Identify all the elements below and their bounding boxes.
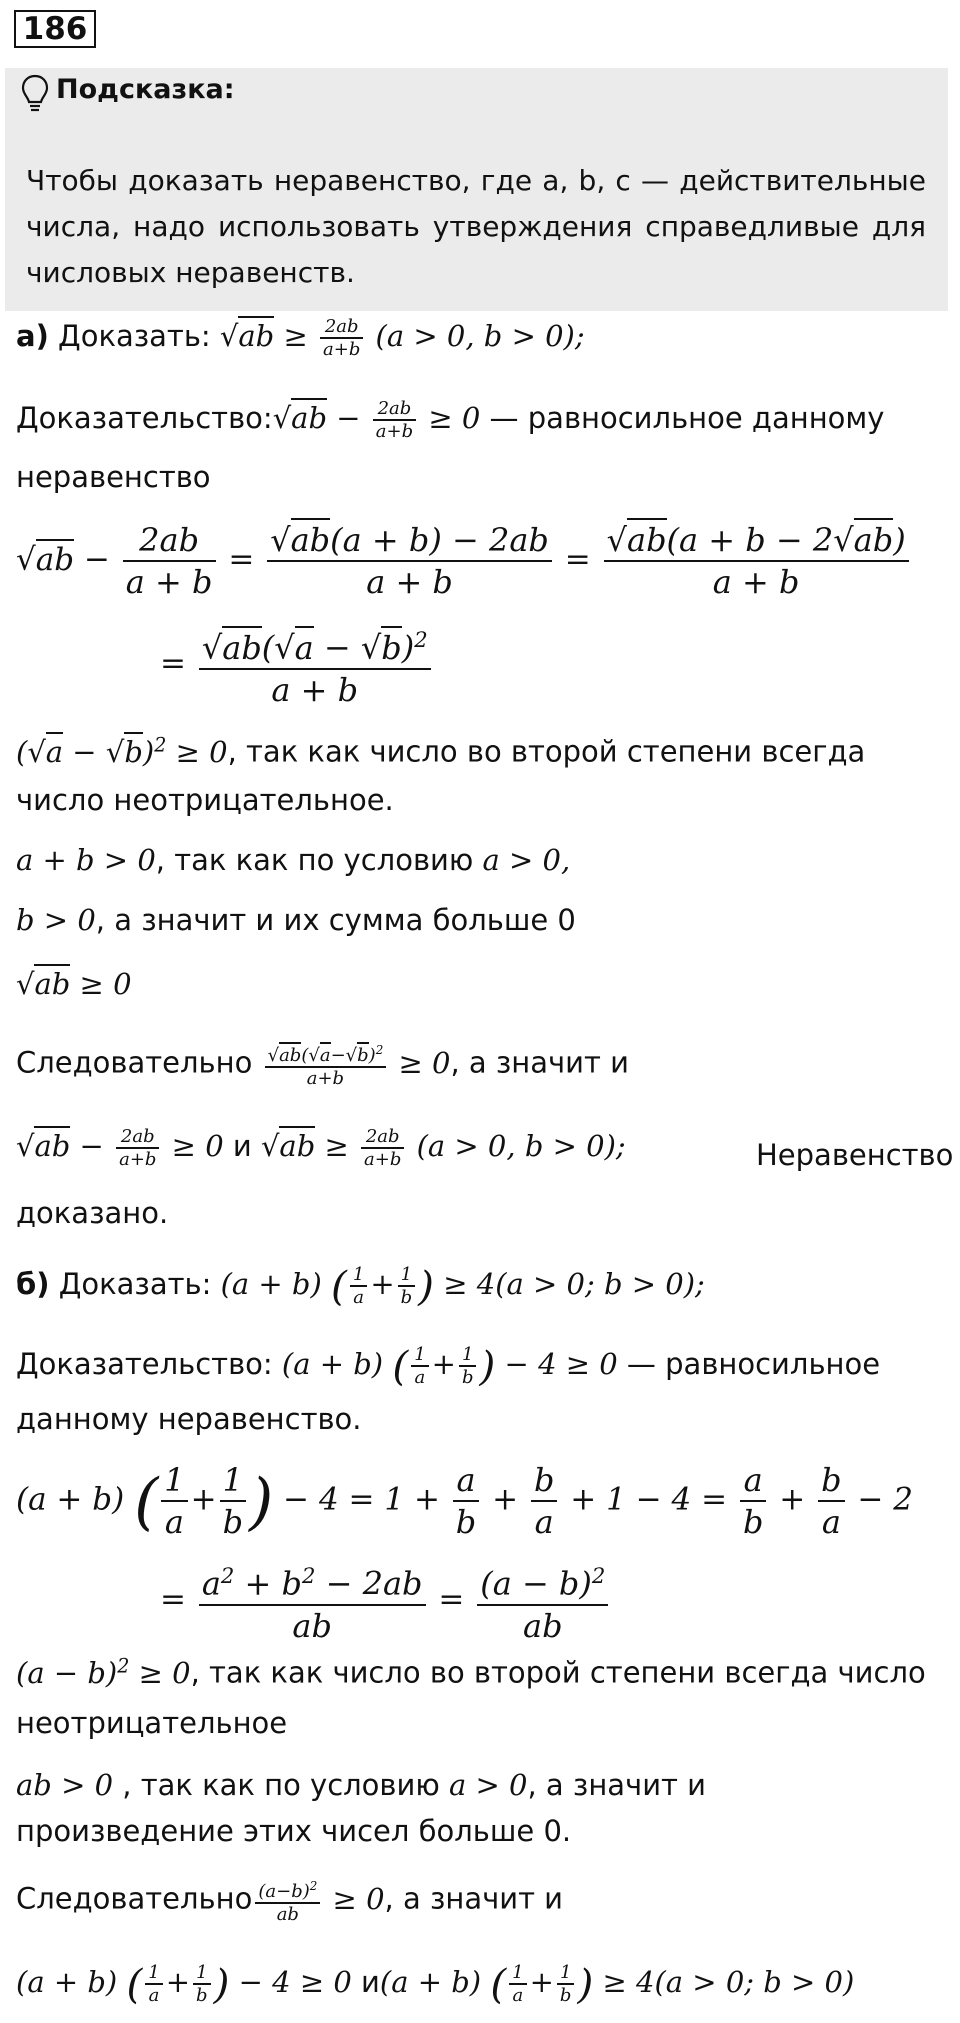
part-b-reason-2c: произведение этих чисел больше 0.: [16, 1814, 572, 1848]
part-a-label: а): [16, 319, 49, 353]
hint-text: Чтобы доказать неравенство, где a, b, c — действительные числа, надо использовать утверждения справедливые для числовых неравенств.: [26, 164, 926, 289]
part-b-proof-line: Доказательство: (a + b) ( $\frac{1}{a}$ + $\frac{1}{b}$ ) − 4 ≥ 0 — равносильное: [16, 1342, 881, 1390]
part-b-final: (a + b) ( $\frac{1}{a}$ + $\frac{1}{b}$ ) − 4 ≥ 0 и(a + b) ( $\frac{1}{a}$ + $\frac{1}{b}$ ) ≥ 4(a > 0; b > 0): [16, 1960, 855, 2008]
part-a-sqrt-nonneg: √ab ≥ 0: [16, 967, 132, 1001]
part-b-equiv-text-2: данному неравенство.: [16, 1402, 362, 1436]
part-a-equiv-text: — равносильное данному: [489, 401, 885, 435]
part-b-reason-1: $(a - b)^2 \ge 0$, так как число во второй степени всегда число: [16, 1654, 926, 1690]
part-b-derivation-2: = $\frac{a^2 + b^2 - 2ab}{ab}$ = $\frac{(a - b)^2}{ab}$: [160, 1556, 611, 1646]
part-b-conclusion: Следовательно $\frac{(a-b)^2}{ab}$ ≥ 0, а значит и: [16, 1876, 563, 1925]
part-b-label: б): [16, 1267, 50, 1301]
part-a-derivation-2: = $\frac{√ab(√a - √b)^2}{a + b}$: [160, 620, 434, 710]
part-a-prove-label: Доказать:: [58, 319, 211, 353]
part-a-conclusion: Следовательно $\frac{√ab(√a-√b)^2}{a+b}$ ≥ 0, а значит и: [16, 1040, 629, 1089]
part-a-reason-1: $(√a - √b)^2 \ge 0$, так как число во второй степени всегда: [16, 733, 866, 769]
part-a-proof-line: Доказательство:√ab − $\frac{2ab}{a+b}$ ≥ 0 — равносильное данному: [16, 398, 885, 442]
part-b-reason-2: ab > 0 , так как по условию a > 0, а значит и: [16, 1768, 707, 1802]
part-b-derivation-1: (a + b) ( $\frac{1}{a}$ + $\frac{1}{b}$ ) − 4 = 1 + $\frac{a}{b}$ + $\frac{b}{a}$ + 1 − 4 = $\frac{a}{b}$ + $\frac{b}{a}$ − 2: [16, 1461, 914, 1541]
part-a-reason-1b: число неотрицательное.: [16, 783, 394, 817]
part-a-equiv-text-2: неравенство: [16, 460, 211, 494]
part-a-reason-2: a + b > 0, так как по условию a > 0,: [16, 843, 571, 877]
part-a-proved-1: Неравенство: [756, 1138, 954, 1172]
part-a-statement: а) Доказать: √ab ≥ $\frac{2ab}{a+b}$ (a > 0, b > 0);: [16, 316, 585, 360]
part-b-prove-label: Доказать:: [58, 1267, 212, 1301]
part-b-proof-label: Доказательство:: [16, 1347, 273, 1381]
part-b-equiv-text: — равносильное: [626, 1347, 881, 1381]
part-a-proof-label: Доказательство:: [16, 401, 273, 435]
part-a-reason-2b: b > 0, а значит и их сумма больше 0: [16, 903, 576, 937]
part-a-final: √ab − $\frac{2ab}{a+b}$ ≥ 0 и √ab ≥ $\frac{2ab}{a+b}$ (a > 0, b > 0);: [16, 1126, 626, 1170]
part-b-reason-1b: неотрицательное: [16, 1706, 288, 1740]
lightbulb-icon: [20, 73, 50, 113]
hint-title: Подсказка:: [56, 74, 235, 105]
part-b-statement: б) Доказать: (a + b) ( $\frac{1}{a}$ + $\frac{1}{b}$ ) ≥ 4(a > 0; b > 0);: [16, 1262, 705, 1310]
problem-number: 186: [14, 10, 96, 48]
part-a-derivation-1: √ab − $\frac{2ab}{a + b}$ = $\frac{√ab(a + b) - 2ab}{a + b}$ = $\frac{√ab(a + b - 2√ab)}{a + b}$: [16, 520, 912, 602]
part-a-proved-2: доказано.: [16, 1196, 169, 1230]
